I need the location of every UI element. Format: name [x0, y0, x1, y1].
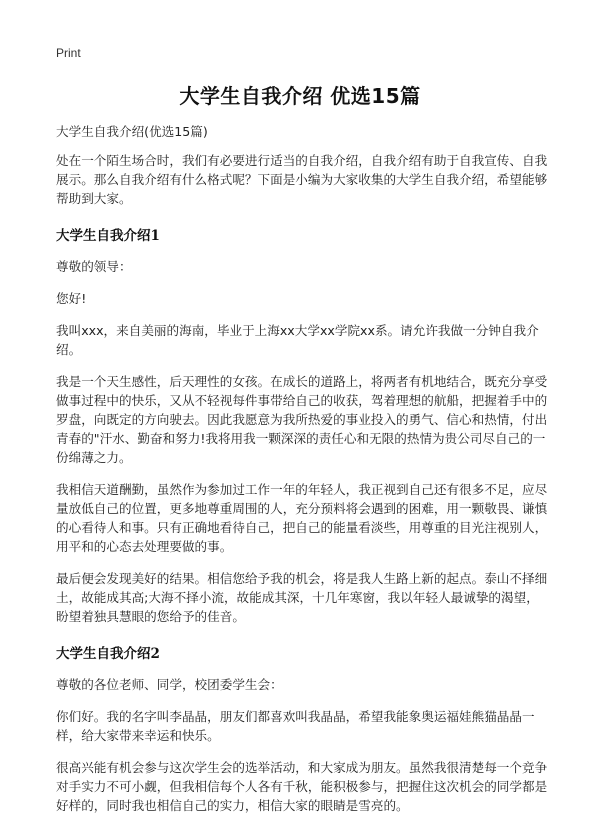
- section-1-paragraph: 我是一个天生感性，后天理性的女孩。在成长的道路上，将两者有机地结合，既充分享受做事过程中的快乐，又从不轻视每件事带给自己的收获，驾着理想的航船，把握着手中的罗盘，向既定的方向驶去。因此我愿意为我所热爱的事业投入的勇气、信心和热情，付出青春的"汗水、勤奋和努力!我将用我一颗深深的责任心和无限的热情为贵公司尽自己的一份绵薄之力。: [56, 374, 548, 465]
- section-1-paragraph: 我叫xxx，来自美丽的海南，毕业于上海xx大学xx学院xx系。请允许我做一分钟自我介绍。: [56, 323, 539, 357]
- print-link[interactable]: Print: [56, 46, 81, 60]
- intro-paragraph: 处在一个陌生场合时，我们有必要进行适当的自我介绍，自我介绍有助于自我宣传、自我展示。那么自我介绍有什么格式呢？下面是小编为大家收集的大学生自我介绍，希望能够帮助到大家。: [56, 153, 548, 206]
- section-heading-2: 大学生自我介绍2: [56, 646, 160, 662]
- document-subtitle: 大学生自我介绍(优选15篇): [56, 124, 208, 139]
- section-1-paragraph: 最后便会发现美好的结果。相信您给予我的机会，将是我人生路上新的起点。泰山不择细土，故能成其高;大海不择小流，故能成其深，十几年寒窗，我以年轻人最诚挚的渴望，盼望着独具慧眼的您给予的佳音。: [56, 571, 548, 624]
- section-heading-1: 大学生自我介绍1: [56, 228, 160, 244]
- section-1-paragraph: 您好!: [56, 291, 87, 306]
- section-2-paragraph: 很高兴能有机会参与这次学生会的选举活动，和大家成为朋友。虽然我很清楚每一个竞争对手实力不可小觑，但我相信每个人各有千秋，能积极参与，把握住这次机会的同学都是好样的，同时我也相信自己的实力，相信大家的眼睛是雪亮的。: [56, 760, 548, 813]
- section-2-paragraph: 尊敬的各位老师、同学，校团委学生会：: [56, 677, 283, 692]
- section-1-paragraph: 我相信天道酬勤，虽然作为参加过工作一年的年轻人，我正视到自己还有很多不足，应尽量放低自己的位置，更多地尊重周围的人，充分预料将会遇到的困难，用一颗敬畏、谦慎的心看待人和事。只有正确地看待自己，把自己的能量看淡些，用尊重的目光注视别人，用平和的心态去处理要做的事。: [56, 482, 548, 554]
- section-2-paragraph: 你们好。我的名字叫李晶晶，朋友们都喜欢叫我晶晶，希望我能象奥运福娃熊猫晶晶一样，给大家带来幸运和快乐。: [56, 709, 535, 743]
- document-title: 大学生自我介绍 优选15篇: [179, 84, 421, 108]
- section-1-paragraph: 尊敬的领导：: [56, 259, 132, 274]
- document-content: [56, 122, 548, 828]
